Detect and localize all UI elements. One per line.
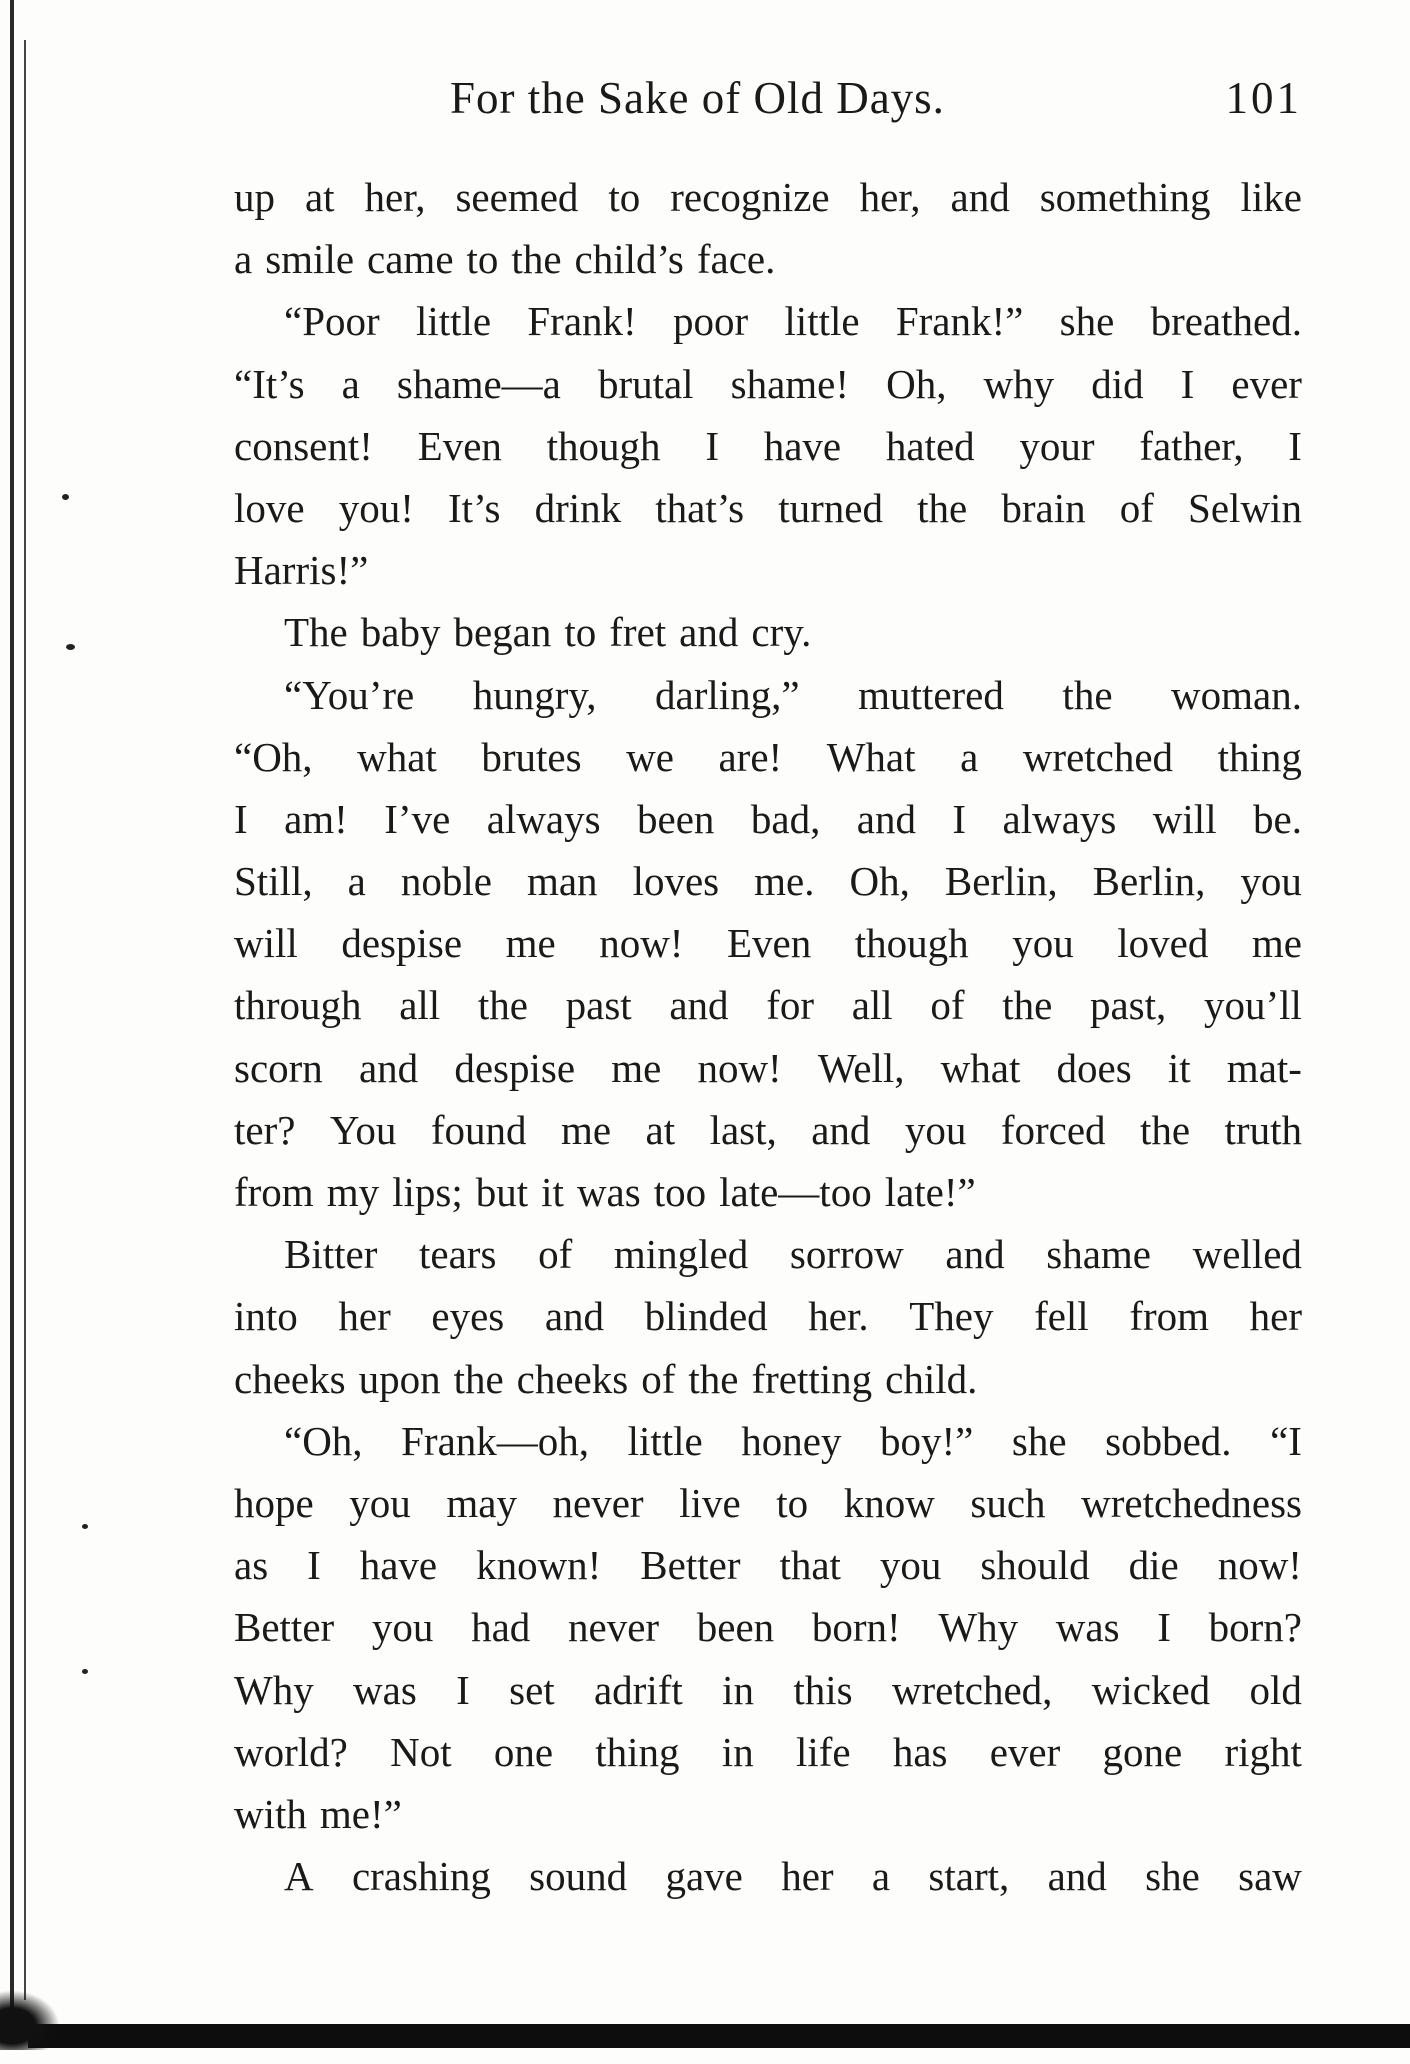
text-line: “Poor little Frank! poor little Frank!” she breathed.: [284, 298, 1302, 345]
text-line: hope you may never live to know such wretchedness: [234, 1479, 1302, 1526]
text-line: Why was I set adrift in this wretched, wicked old: [234, 1666, 1302, 1713]
text-line: A crashing sound gave her a start, and she saw: [284, 1853, 1302, 1900]
margin-mark: [62, 494, 69, 500]
text-line: Bitter tears of mingled sorrow and shame welled: [284, 1231, 1302, 1278]
text-line: from my lips; but it was too late—too late!”: [234, 1169, 976, 1215]
text-line: ter? You found me at last, and you forced the truth: [234, 1106, 1302, 1153]
text-line: love you! It’s drink that’s turned the brain of Selwin: [234, 484, 1302, 531]
text-line: through all the past and for all of the past, you’ll: [234, 982, 1302, 1029]
page-header: [450, 72, 1302, 132]
margin-mark: [66, 644, 75, 650]
running-title: For the Sake of Old Days.: [450, 73, 945, 123]
text-line: world? Not one thing in life has ever gone right: [234, 1728, 1302, 1775]
text-line: Still, a noble man loves me. Oh, Berlin, Berlin, you: [234, 858, 1302, 905]
text-line: “Oh, Frank—oh, little honey boy!” she sobbed. “I: [284, 1417, 1302, 1464]
text-line: “You’re hungry, darling,” muttered the woman.: [284, 671, 1302, 718]
text-line: “It’s a shame—a brutal shame! Oh, why did I ever: [234, 360, 1302, 407]
text-line: up at her, seemed to recognize her, and something like: [234, 174, 1302, 220]
text-line: as I have known! Better that you should die now!: [234, 1542, 1302, 1589]
binding-edge-inner: [24, 40, 26, 2000]
binding-edge: [10, 0, 14, 2030]
text-line: will despise me now! Even though you loved me: [234, 920, 1302, 967]
text-line: into her eyes and blinded her. They fell from her: [234, 1293, 1302, 1340]
scan-corner-shadow: [0, 1990, 60, 2050]
body-text: [234, 166, 1302, 1907]
margin-mark: [82, 1524, 88, 1529]
page-number: 101: [1225, 73, 1302, 123]
text-line: cheeks upon the cheeks of the fretting child.: [234, 1355, 978, 1402]
text-line: consent! Even though I have hated your father, I: [234, 422, 1302, 469]
text-line: scorn and despise me now! Well, what does it mat-: [234, 1044, 1302, 1091]
text-line: a smile came to the child’s face.: [234, 236, 776, 283]
text-line: I am! I’ve always been bad, and I always will be.: [234, 795, 1302, 842]
text-line: with me!”: [234, 1790, 402, 1837]
scan-bottom-edge: [28, 2024, 1410, 2048]
text-line: “Oh, what brutes we are! What a wretched thing: [234, 733, 1302, 780]
text-line: The baby began to fret and cry.: [284, 609, 812, 656]
margin-mark: [82, 1669, 88, 1674]
text-line: Better you had never been born! Why was I born?: [234, 1604, 1302, 1651]
text-line: Harris!”: [234, 547, 369, 594]
